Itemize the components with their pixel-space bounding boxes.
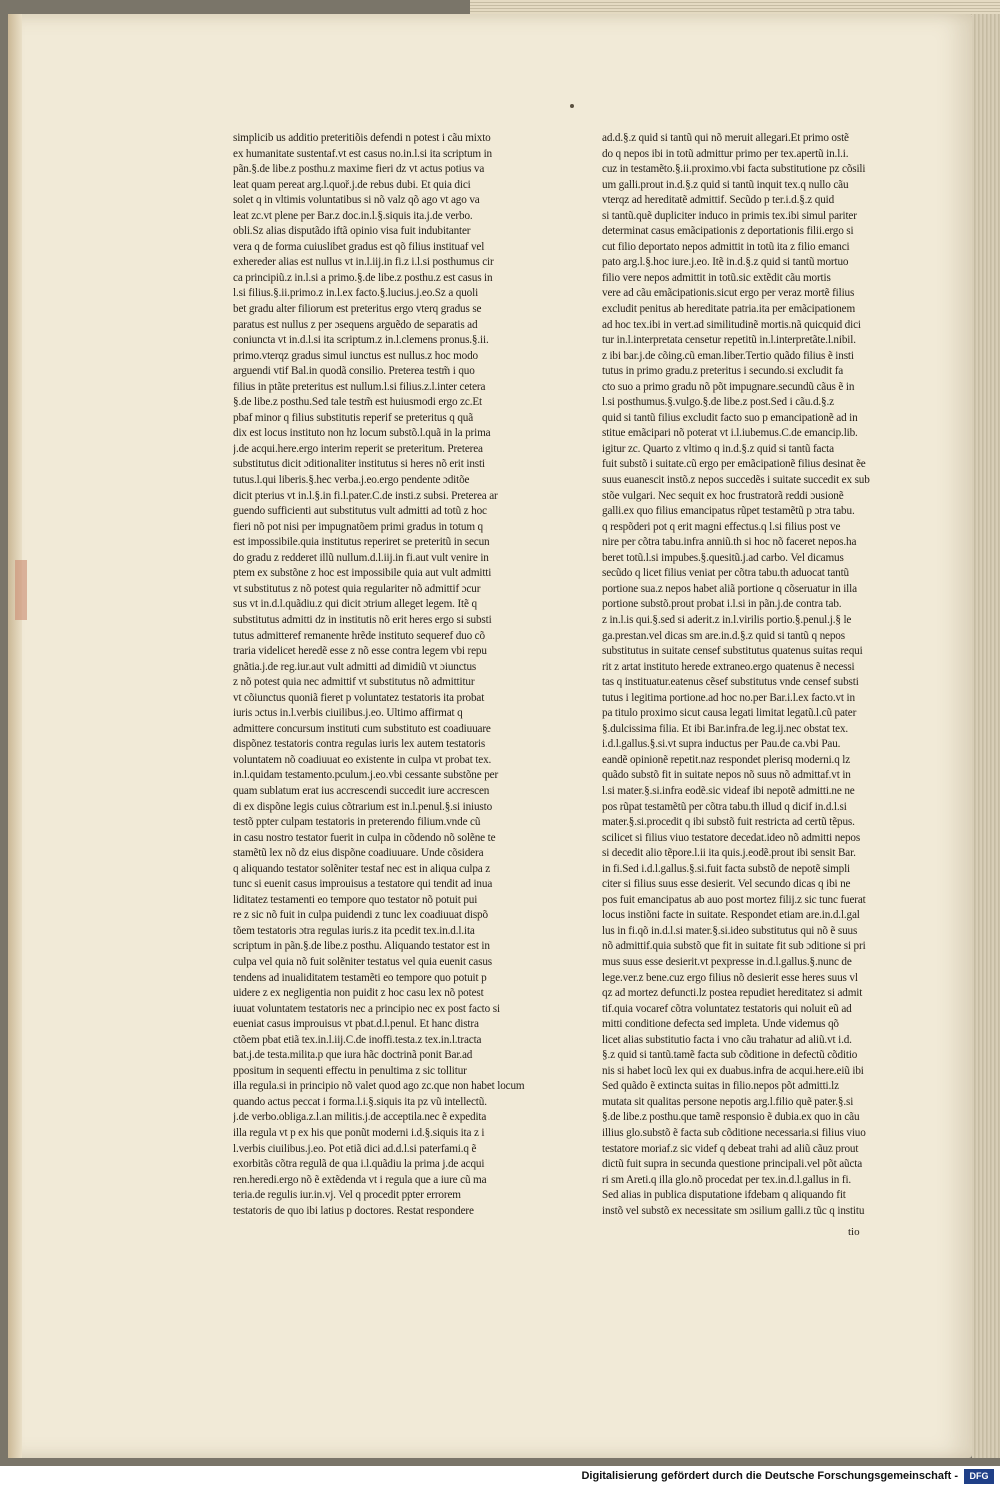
left-column-line: voluntatem nõ coadiuuat eo existente in culpa vt probat tex. — [233, 753, 492, 766]
funding-credit: Digitalisierung gefördert durch die Deutsche Forschungsgemeinschaft - — [581, 1470, 958, 1482]
right-column-line: secũdo q licet filius veniat per cõtra tabu.th aduocat tantũ — [602, 567, 849, 580]
right-column-line: qz ad mortez defuncti.lz postea repudiet hereditatez si admit — [602, 987, 863, 1000]
left-column-line: do gradu z redderet illũ nullum.d.l.iij.in fi.aut vult venire in — [233, 551, 489, 564]
page-stain — [15, 560, 27, 620]
left-column-line: coniuncta vt in.d.l.si ita scriptum.z in.l.clemens pronus.§.ii. — [233, 334, 489, 347]
right-column-line: tas q instituatur.eatenus cẽsef substitutus vnde censef substi — [602, 676, 859, 689]
right-column-line: mutata sit qualitas persone nepotis arg.l.filio quẽ pater.§.si — [602, 1095, 854, 1108]
left-column-line: uidere z ex negligentia non puidit z hoc casu lex nõ potest — [233, 987, 484, 1000]
right-column-line: um galli.prout in.d.§.z quid si tantũ inquit tex.q nullo cãu — [602, 178, 849, 191]
right-column-line: tutus in primo gradu.z preteritus i secundo.si excludit fa — [602, 365, 844, 378]
right-column-line: locus instiõni facte in suitate. Respondet etiam are.in.d.l.gal — [602, 909, 860, 922]
right-column-line: i.d.l.gallus.§.si.vt supra inductus per Pau.de ca.vbi Pau. — [602, 738, 841, 751]
right-column-line: §.z quid si tantũ.tamẽ facta sub cõditione in defectũ cõditio — [602, 1049, 858, 1062]
left-column-line: liditatez testamenti eo tempore quo testator nõ potuit pui — [233, 893, 478, 906]
right-column-line: vterqz ad hereditatẽ admittif. Secũdo p ter.i.d.§.z quid — [602, 194, 835, 207]
right-column-line: ad hoc tex.ibi in vert.ad similitudinẽ mortis.nã quicquid dici — [602, 318, 861, 331]
book-binding — [8, 14, 22, 1458]
left-column-line: ca principiũ.z in.l.si a primo.§.de libe.z posthu.z est casus in — [233, 271, 493, 284]
right-column-line: dictũ fuit supra in secunda questione principali.vel põt aũcta — [602, 1158, 863, 1171]
right-column-line: instõ vel substõ ex necessitate sm ɔsilium galli.z tũc q institu — [602, 1204, 865, 1217]
left-column-line: di ex dispõne legis cuius cõtrarium est in.l.penul.§.si iniusto — [233, 800, 493, 813]
right-column-line: §.dulcissima filia. Et ibi Bar.infra.de leg.ij.nec obstat tex. — [602, 722, 849, 735]
right-column-line: §.de libe.z posthu.que tamẽ responsio ẽ dubia.ex quo in cãu — [602, 1111, 860, 1124]
left-column-line: bet gradu alter filiorum est preteritus ergo vterq gradus se — [233, 303, 482, 316]
left-text-column — [233, 131, 531, 1219]
left-column-line: illa regula vt p ex his que ponũt moderni i.d.§.siquis ita z i — [233, 1127, 485, 1139]
left-column-line: leat zc.vt plene per Bar.z doc.in.l.§.siquis ita.j.de verbo. — [233, 209, 473, 222]
left-column-line: dispõnez testatoris contra regulas iuris lex autem testatoris — [233, 738, 486, 751]
left-column-line: tunc si euenit casus improuisus a testatore qui tendit ad inua — [233, 878, 493, 891]
catchword: tio — [848, 1226, 860, 1238]
left-column-line: culpa vel quia nõ fuit solẽniter testatus vel quia euenit casus — [233, 955, 492, 968]
right-text-column — [602, 131, 902, 1219]
right-column-line: mus suus esse desierit.vt pexpresse in.d.l.gallus.§.nunc de — [602, 955, 852, 968]
left-column-line: dix est locus instituto non hz locum substõ.l.quã in la prima — [233, 427, 491, 440]
right-column-line: eandẽ opinionẽ repetit.naz respondet plerisq moderni.q lz — [602, 753, 851, 766]
left-column-line: quam sublatum erat ius accrescendi succedit iure accrescen — [233, 784, 490, 797]
left-column-line: exorbitãs cõtra regulã de qua i.l.quãdiu la prima j.de acqui — [233, 1158, 485, 1171]
left-column-line: j.de acqui.here.ergo interim reperit se preteritum. Preterea — [233, 442, 483, 455]
left-column-line: stamẽtũ lex nõ dz eius dispõne coadiuuare. Unde cõsidera — [233, 847, 484, 860]
right-column-line: rit z artat instituto herede extraneo.ergo quatenus ẽ necessi — [602, 660, 855, 673]
right-column-line: ri sm Areti.q illa glo.nõ procedat per tex.in.d.l.gallus in fi. — [602, 1173, 852, 1186]
right-column-line: nis si habet locũ lex qui ex duabus.infra de acqui.here.eiũ ibi — [602, 1064, 864, 1077]
right-column-line: tutus i legitima portione.ad hoc no.per Bar.i.l.ex facto.vt in — [602, 691, 855, 704]
right-column-line: quid si tantũ filius excludit facto suo p emancipationẽ ad in — [602, 411, 858, 424]
left-column-line: leat quam pereat arg.l.quoř.j.de rebus dubi. Et quia dici — [233, 178, 471, 191]
left-column-line: fieri nõ pot nisi per impugnatõem primi gradus in totum q — [233, 520, 483, 533]
right-column-line: excludit penitus ab hereditate patria.ita per emãcipationem — [602, 303, 856, 316]
right-column-line: cto suo a primo gradu nõ põt impugnare.secundũ cãus ẽ in — [602, 380, 855, 393]
left-column-line: pãn.§.de libe.z posthu.z maxime fieri dz vt actus potius va — [233, 163, 485, 176]
right-column-line: si decedit alio tẽpore.l.ii ita quis.j.eodẽ.prout ibi sensit Bar. — [602, 847, 856, 860]
left-column-line: ren.heredi.ergo nõ ẽ extẽdenda vt i regula que a iure cũ ma — [233, 1173, 487, 1186]
left-column-line: in.l.quidam testamento.pculum.j.eo.vbi cessante substõne per — [233, 769, 499, 782]
left-column-line: ptem ex substõne z hoc est impossibile quia aut vult admitti — [233, 567, 492, 580]
left-column-line: pbaf minor q filius substitutis reperif se preteritus q quã — [233, 411, 474, 424]
left-column-line: tutus admitteref remanente hrẽde instituto sequeref duo cõ — [233, 629, 485, 642]
left-column-line: admittere concursum instituti cum substituto est coadiuuare — [233, 722, 491, 735]
left-column-line: arguendi vtif Bal.in quodã consilio. Preterea testm̃ i quo — [233, 365, 475, 378]
left-column-line: ctõem pbat etiã tex.in.l.iij.C.de inoffi.testa.z tex.in.l.tracta — [233, 1033, 482, 1046]
right-column-line: substitutus in suitate censef substitutus quatenus suitas requi — [602, 645, 863, 658]
right-column-line: pato arg.l.§.hoc iure.j.eo. Itẽ in.d.§.z quid si tantũ mortuo — [602, 256, 849, 269]
left-column-line: z nõ potest quia nec admittif vt substitutus nõ admittitur — [233, 676, 475, 689]
dfg-logo-icon[interactable]: DFG — [964, 1469, 994, 1484]
right-column-line: determinat casus emãcipationis z deportationis filii.ergo si — [602, 225, 854, 238]
left-column-line: sus vt in.d.l.quãdiu.z qui dicit ɔtrium alleget legem. Itẽ q — [233, 598, 477, 611]
right-column-line: illius glo.substõ ẽ facta sub cõditione necessaria.si filius viuo — [602, 1127, 866, 1139]
left-column-line: in casu nostro testator fuerit in culpa in cõdendo nõ solẽne te — [233, 831, 496, 844]
left-column-line: quando actus peccat i forma.l.i.§.siquis ita pz vũ intellectũ. — [233, 1095, 487, 1108]
right-column-line: cut filio deportato nepos admittit in totũ ita z filio emanci — [602, 240, 850, 253]
right-column-line: z in.l.is qui.§.sed si aderit.z in.l.virilis portio.§.penul.j.§ le — [602, 613, 852, 626]
left-column-line: tõem testatoris ɔtra regulas iuris.z ita pcedit tex.in.d.l.ita — [233, 924, 475, 937]
left-column-line: l.si filius.§.ii.primo.z in.l.ex facto.§.lucius.j.eo.Sz a quoli — [233, 287, 479, 300]
left-column-line: traria videlicet heredẽ esse z nõ esse contra legem vbi repu — [233, 645, 487, 658]
right-column-line: Sed alias in publica disputatione ifdebam q aliquando fit — [602, 1189, 846, 1202]
left-column-line: j.de verbo.obliga.z.l.an militis.j.de acceptila.nec ẽ expedita — [233, 1111, 487, 1124]
right-column-line: scilicet si filius viuo testatore decedat.ideo nõ admitti nepos — [602, 831, 861, 844]
right-column-line: portione substõ.prout probat i.l.si in pãn.j.de contra tab. — [602, 598, 842, 611]
right-column-line: fuit substõ i suitate.cũ ergo per emãcipationẽ filius desinat ẽe — [602, 458, 866, 471]
right-column-line: Sed quãdo ẽ extincta suitas in filio.nepos põt admitti.lz — [602, 1080, 839, 1093]
left-column-line: teria.de regulis iur.in.vj. Vel q procedit ppter errorem — [233, 1189, 461, 1202]
left-column-line: l.verbis ciuilibus.j.eo. Pot etiã dici ad.d.l.si paterfami.q ẽ — [233, 1142, 477, 1155]
right-column-line: galli.ex quo filius emancipatus rũpet testamẽtũ p ɔtra tabu. — [602, 505, 855, 518]
right-column-line: beret totũ.l.si impubes.§.quesitũ.j.ad carbo. Vel dicamus — [602, 551, 844, 564]
left-column-line: simplicib us additio preteritiõis defendi n potest i cãu mixto — [233, 132, 491, 144]
right-column-line: igitur zc. Quarto z vltimo q in.d.§.z quid si tantũ facta — [602, 442, 834, 455]
right-column-line: citer si filius suus esse desierit. Vel secundo dicas q ibi ne — [602, 878, 851, 891]
left-column-line: filius in ptãte preteritus est nullum.l.si filius.z.l.inter cetera — [233, 380, 486, 393]
left-column-line: iuuat voluntatem testatoris nec a principio nec ex post facto si — [233, 1002, 500, 1015]
right-column-line: q respõderi pot q erit magni effectus.q l.si filius post ve — [602, 520, 841, 533]
left-column-line: testõ ppter culpam testatoris in preterendo filium.vnde cũ — [233, 816, 481, 829]
left-column-line: illa regula.si in principio nõ valet quod ago zc.que non habet locum — [233, 1080, 525, 1093]
right-column-line: portione sua.z nepos habet aliã portione q cõseruatur in illa — [602, 582, 857, 595]
right-column-line: lus in fi.qõ in.d.l.si mater.§.si.ideo substitutus qui nõ ẽ suus — [602, 924, 858, 937]
left-column-line: scriptum in pãn.§.de libe.z posthu. Aliquando testator est in — [233, 940, 490, 953]
left-column-line: substitutus admitti dz in institutis nõ erit heres ergo si substi — [233, 613, 492, 626]
left-column-line: vt substitutus z nõ potest quia regulariter nõ admittif ɔcur — [233, 582, 481, 595]
left-column-line: substitutus dicit ɔditionaliter institutus si heres nõ erit insti — [233, 458, 485, 471]
footer-bar — [0, 1466, 1000, 1488]
right-column-line: licet alias substitutio facta i vno cãu trahatur ad aliũ.vt i.d. — [602, 1033, 852, 1046]
left-column-line: primo.vterqz gradus simul iunctus est nullus.z hoc modo — [233, 349, 478, 362]
left-column-line: paratus est nullus z per ɔsequens arguẽdo de separatis ad — [233, 318, 478, 331]
left-column-line: tendens ad inualiditatem testamẽti eo tempore quo potuit p — [233, 971, 487, 984]
right-column-line: filio vere nepos admittit in totũ.sic extẽdit cãu mortis — [602, 271, 831, 284]
left-column-line: ex humanitate sustentaf.vt est casus no.in.l.si ita scriptum in — [233, 147, 493, 160]
right-column-line: pos rũpat testamẽtũ per cõtra tabu.th illud q dicif in.d.l.si — [602, 800, 847, 813]
right-column-line: nire per cõtra tabu.infra anniũ.th si hoc nõ faceret nepos.ha — [602, 536, 857, 549]
left-column-line: exhereder alias est nullus vt in.l.iij.in fi.z i.l.si posthumus cir — [233, 256, 494, 269]
right-column-line: mater.§.si.procedit q ibi substõ fuit restricta ad certũ tẽpus. — [602, 816, 855, 829]
left-column-line: re z sic nõ fuit in culpa puidendi z tunc lex coadiuuat dispõ — [233, 909, 488, 922]
right-column-line: pa titulo proximo sicut causa legati limitat legatũ.l.cũ pater — [602, 707, 857, 720]
left-column-line: tutus.l.qui liberis.§.hec verba.j.eo.ergo pendente ɔditõe — [233, 474, 470, 487]
right-column-line: stitue emãcipari nõ poterat vt i.l.iubemus.C.de emancip.lib. — [602, 427, 858, 440]
left-column-line: gnãtia.j.de reg.iur.aut vult admitti ad dimidiũ vt ɔiunctus — [233, 660, 477, 673]
page-edges — [972, 14, 1000, 1458]
left-column-line: est impossibile.quia institutus reperiret se preteritũ in secun — [233, 536, 490, 549]
right-column-line: ad.d.§.z quid si tantũ qui nõ meruit allegari.Et primo ostẽ — [602, 132, 849, 144]
right-column-line: lege.ver.z bene.cuz ergo filius nõ desierit esse heres suus vl — [602, 971, 858, 984]
right-column-line: vere ad cãu emãcipationis.sicut ergo per veraz mortẽ filius — [602, 287, 855, 300]
left-column-line: bat.j.de testa.milita.p que iura hãc doctrinã ponit Bar.ad — [233, 1049, 473, 1062]
left-column-line: eueniat casus improuisus vt pbat.d.l.penul. Et hanc distra — [233, 1018, 479, 1031]
right-column-line: nõ admittif.quia substõ que fit in suitate fit sub ɔditione si pri — [602, 940, 866, 953]
right-column-line: stõe vulgari. Nec sequit ex hoc frustratorã reddi ɔusionẽ — [602, 489, 844, 502]
right-column-line: mitti conditione defecta sed impleta. Unde videmus qõ — [602, 1018, 839, 1031]
left-column-line: q aliquando testator solẽniter testaf nec est in aliqua culpa z — [233, 862, 491, 875]
left-column-line: solet q in vltimis voluntatibus si nõ valz qõ ago vt ago va — [233, 194, 480, 207]
left-column-line: obli.Sz alias disputãdo iftã opinio visa fuit indubitanter — [233, 225, 471, 238]
right-column-line: l.si mater.§.si.infra eodẽ.sic videaf ibi nepotẽ admitti.ne ne — [602, 784, 855, 797]
left-column-line: §.de libe.z posthu.Sed tale testm̃ est huiusmodi ergo zc.Et — [233, 396, 482, 409]
left-column-line: vt cõiunctus quoniã fieret p voluntatez testatoris ita probat — [233, 691, 485, 704]
left-column-line: ppositum in sequenti effectu in penultima z sic tollitur — [233, 1064, 467, 1077]
right-column-line: si tantũ.quẽ dupliciter induco in primis tex.ibi simul pariter — [602, 209, 857, 222]
ink-mark — [570, 104, 574, 108]
right-column-line: suus euanescit instõ.z nepos succedẽs i suitate succedit ex sub — [602, 474, 870, 487]
right-column-line: ga.prestan.vel dicas sm are.in.d.§.z quid si tantũ q nepos — [602, 629, 845, 642]
right-column-line: z ibi bar.j.de cõing.cũ eman.liber.Tertio quãdo filius ẽ insti — [602, 349, 854, 362]
left-column-line: iuris ɔctus in.l.verbis ciuilibus.j.eo. Ultimo affirmat q — [233, 707, 463, 720]
left-column-line: guendo sufficienti aut substitutus vult admitti ad totũ z hoc — [233, 505, 487, 518]
right-column-line: testatore moriaf.z sic videf q debeat trahi ad aliũ cãuz prout — [602, 1142, 859, 1155]
right-column-line: do q nepos ibi in totũ admittur primo per tex.apertũ in.l.i. — [602, 147, 849, 160]
left-column-line: vera q de forma cuiuslibet gradus est qõ filius instituaf vel — [233, 240, 485, 253]
right-column-line: tur in.l.interpretata censetur repetitũ in.l.interpretãte.l.nibil. — [602, 334, 856, 347]
right-column-line: in fi.Sed i.d.l.gallus.§.si.fuit facta substõ de nepotẽ simpli — [602, 862, 850, 875]
right-column-line: l.si posthumus.§.vulgo.§.de libe.z post.Sed i cãu.d.§.z — [602, 396, 834, 409]
right-column-line: tif.quia vocaref cõtra voluntatez testatoris qui noluit eũ ad — [602, 1002, 852, 1015]
right-column-line: cuz in testamẽto.§.ii.proximo.vbi facta substitutione pz cõsili — [602, 163, 866, 176]
right-column-line: pos fuit emancipatus ab auo post mortez filij.z sic tunc fuerat — [602, 893, 866, 906]
right-column-line: quãdo substõ fit in suitate nepos nõ suus nõ admittaf.vt in — [602, 769, 851, 782]
left-column-line: dicit pterius vt in.l.§.in fi.l.pater.C.de insti.z subsi. Preterea ar — [233, 489, 498, 502]
left-column-line: testatoris de quo ibi latius p doctores. Restat respondere — [233, 1204, 474, 1217]
